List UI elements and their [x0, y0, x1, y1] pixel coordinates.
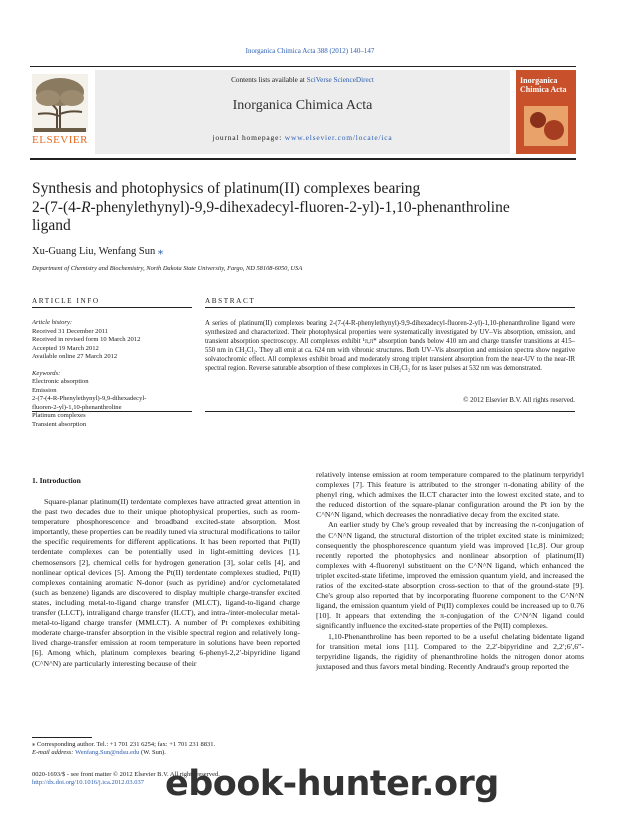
title-line-2: [32, 199, 592, 218]
section-heading-introduction: 1. Introduction: [32, 476, 81, 485]
history-item: Received 31 December 2011: [32, 327, 109, 335]
title-part-italic: R: [81, 198, 91, 216]
header-top-rule: [30, 66, 576, 67]
affiliation: Department of Chemistry and Biochemistry, North Dakota State University, Fargo, ND 58108-6050, USA: [32, 265, 303, 272]
paragraph: Square-planar platinum(II) terdentate complexes have attracted great attention in the past two decades due to their unique photophysical properties, such as room-temperature phosphorescence and broadband excited-state absorption. Most importantly, these properties can be readily tuned via structural modifications to tailor the specific requirements for different applications. It has been reported that Pt(II) terdentate complexes can be potentially used in light-emitting devices [1], chemosensors [2], chemical cells for hydrogen generation [3], solar cells [4], and nonlinear optical devices [5]. Among the Pt(II) terdentate complexes studied, Pt(II) complexes containing aromatic N-donor (such as pyridine) and/or cyclometalated (such as benzene) ligands are discovered to display multiple charge-transfer excited states, including metal-to-ligand charge transfer (MLCT), ligand-to-ligand charge transfer (LLCT), intraligand charge transfer (ILCT), and intra-/inter-molecular metal-metal-to-ligand charge transfer (MMLCT). A number of Pt complexes exhibiting moderate charge-transfer absorption in the visible spectral region and relatively long-lived charge-transfer emission at room temperature in solutions have been reported [6]. Among which, platinum complexes bearing 6-phenyl-2,2′-bipyridine ligand (C^N^N) are particularly interesting because of their: [32, 497, 300, 668]
journal-cover-image: [516, 70, 576, 154]
abstract-sentence-2: All complexes exhibit ¹π,π* absorption bands below 410 nm and charge transfer transitions at 415–550 nm in CH₂Cl₂. They all emit at ca. 624 nm with vibronic structures. Both UV–Vis absorption and emission spectra show negative solvatochromic effect. All complexes exhibit broad and moderately strong triplet transient absorption from the near-UV to the near-IR spectral region. Reverse saturable absorption of these complexes in CH₂Cl₂ for ns laser pulses at 532 nm was demonstrated.: [205, 338, 575, 372]
abstract-sentence-1: A series of platinum(II) complexes bearing 2-(7-(4-R-phenylethynyl)-9,9-dihexadecyl-fluoren-2-yl)-1,10-phenanthroline ligand were synthesized and characterized. Their photophysical properties were systematically investigated by UV–Vis absorption, emission, and transient absorption spectroscopy.: [205, 320, 575, 345]
email-suffix: (W. Sun).: [139, 749, 166, 757]
footnote-contact: ⁎ Corresponding author. Tel.: +1 701 231 6254; fax: +1 701 231 8831.: [32, 741, 216, 748]
author-list: [32, 245, 163, 257]
paragraph: An earlier study by Che's group revealed that by increasing the π-conjugation of the C^N^N ligand, the structural distortion of the triplet excited state is minimized; consequently the phosphorescence quantum yield was improved [1c,8]. Our group recently reported the photophysics and nonlinear absorption of platinum(II) complexes with 4-fluorenyl substituent on the C^N^N ligand, which enhanced the triplet excited-state lifetime, improved the emission quantum yield, and increased the ratios of the excited-state absorption cross-section to that of the ground-state [9]. Che's group also reported that by incorporating fluorene component to the C^N^N ligand, the emission quantum yield of Pt(II) complexes could be increased up to 0.76 [10]. It appears that extending the π-conjugation of the C^N^N ligand could significantly influence the excited-state properties of the Pt(II) complexes.: [316, 520, 584, 631]
journal-reference: Inorganica Chimica Acta 388 (2012) 140–147: [245, 47, 375, 55]
title-line-3: ligand: [32, 217, 71, 234]
copyright: © 2012 Elsevier B.V. All rights reserved.: [463, 397, 575, 404]
header-bottom-rule: [30, 158, 576, 160]
keyword-item: Transient absorption: [32, 420, 87, 428]
abstract-heading: ABSTRACT: [205, 297, 256, 305]
journal-name: Inorganica Chimica Acta: [232, 98, 373, 113]
keyword-item: fluoren-2-yl)-1,10-phenanthroline: [32, 403, 122, 411]
history-label: Article history:: [32, 319, 73, 326]
cover-artwork-icon: [524, 106, 568, 146]
body-column-right: [316, 470, 584, 672]
article-title: [32, 180, 592, 236]
abstract-text: [205, 319, 575, 373]
footnote-rule: [32, 737, 92, 738]
footnote-email-line: [32, 749, 300, 757]
abstract-rule: [205, 307, 575, 308]
paragraph: 1,10-Phenanthroline has been reported to be a useful chelating bidentate ligand for transition metal ions [11]. Compared to the 2,2′-bipyridine and 2,2′;6′,6″-terpyridine ligands, the rigidity of phenanthroline holds the nitrogen donor atoms juxtaposed and thus favors metal binding. Recently Andraud's group reported the: [316, 631, 584, 671]
contents-prefix: Contents lists available at: [231, 76, 307, 84]
title-part: 2-(7-(4-: [32, 198, 82, 216]
abstract-bottom-rule: [205, 411, 575, 412]
cover-title: Inorganica Chimica Acta: [520, 76, 567, 94]
keyword-item: 2-(7-(4-R-Phenylethynyl)-9,9-dihexadecyl-: [32, 395, 147, 402]
issn-line: 0020-1693/$ - see front matter © 2012 Elsevier B.V. All rights reserved.: [32, 771, 220, 778]
keyword-item: Electronic absorption: [32, 378, 89, 385]
authors-names: Xu-Guang Liu, Wenfang Sun: [32, 246, 156, 257]
doi-link[interactable]: http://dx.doi.org/10.1016/j.ica.2012.03.037: [32, 779, 145, 787]
history-item: Received in revised form 10 March 2012: [32, 336, 141, 343]
history-item: Available online 27 March 2012: [32, 353, 118, 360]
footnote: [32, 741, 300, 758]
article-info: [32, 319, 192, 429]
email-link[interactable]: Wenfang.Sun@ndsu.edu: [75, 749, 140, 757]
email-label: E-mail address:: [32, 749, 76, 757]
homepage-link[interactable]: www.elsevier.com/locate/ica: [284, 133, 393, 142]
history-item: Accepted 19 March 2012: [32, 344, 99, 352]
homepage-prefix: journal homepage:: [212, 133, 285, 142]
corresponding-author-mark[interactable]: ⁎: [157, 246, 164, 257]
keyword-item: Emission: [32, 386, 57, 394]
keyword-item: Platinum complexes: [32, 412, 86, 419]
paragraph: relatively intense emission at room temperature compared to the platinum terpyridyl complexes [7]. This feature is attributed to the stronger π-donating ability of the phenyl ring, which admixes the ILCT character into the lowest excited state, and to the reduced distortion of the square-planar configuration around the Pt ion by the C^N^N ligand, which decreases the nonradiative decay from the excited state.: [316, 470, 584, 520]
keywords-label: Keywords:: [32, 369, 61, 377]
article-info-heading: ARTICLE INFO: [32, 297, 100, 305]
title-line-1: Synthesis and photophysics of platinum(II) complexes bearing: [32, 180, 421, 197]
watermark-overlay: ebook-hunter.org: [165, 764, 499, 804]
sciencedirect-link[interactable]: SciVerse ScienceDirect: [306, 76, 374, 84]
title-part: -phenylethynyl)-9,9-dihexadecyl-fluoren-2-yl)-1,10-phenanthroline: [90, 198, 510, 216]
info-rule: [32, 307, 192, 308]
contents-line: [95, 76, 510, 84]
body-column-left: [32, 497, 300, 669]
elsevier-wordmark: ELSEVIER: [32, 134, 88, 146]
journal-homepage: [95, 133, 510, 142]
